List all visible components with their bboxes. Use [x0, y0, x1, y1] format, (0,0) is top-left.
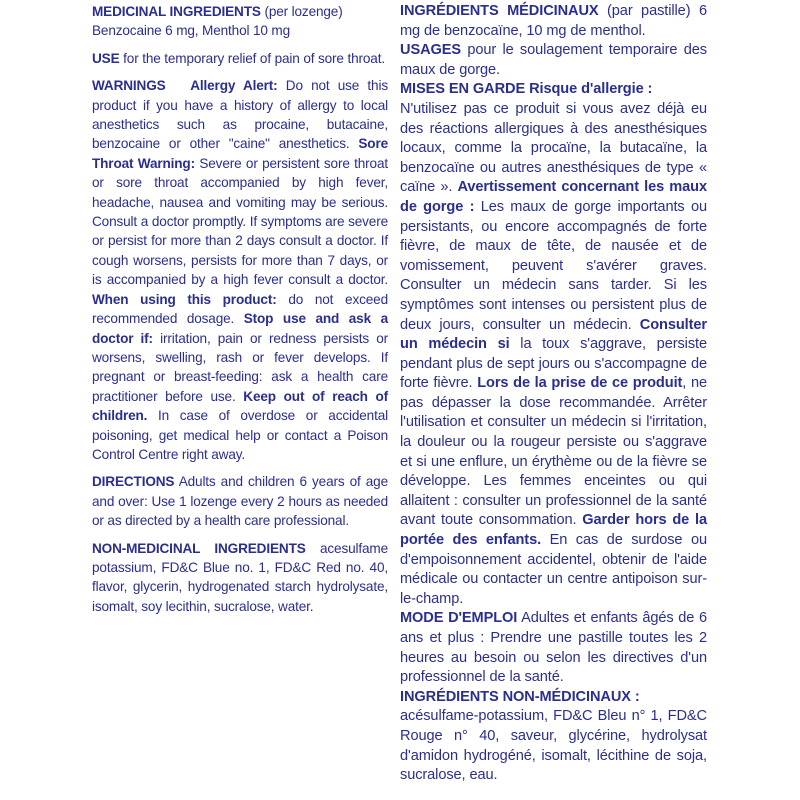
- en-non-medicinal-heading: NON-MEDICINAL INGREDIENTS: [92, 540, 306, 556]
- fr-allergy-text: N'utilisez pas ce produit si vous avez déjà eu des réactions allergiques à des anesthésiques locaux, comme la procaïne, la butacaïne, la benzocaïne ou autres anesthésiques de type « caïne ».: [400, 100, 707, 196]
- fr-use: [400, 41, 707, 80]
- en-medicinal-text: Benzocaine 6 mg, Menthol 10 mg: [92, 23, 291, 39]
- fr-non-medicinal-heading: INGRÉDIENTS NON-MÉDICINAUX :: [400, 688, 640, 705]
- fr-keep-out-text: En cas de surdose ou d'empoisonnement accidentel, obtenir de l'aide médicale ou contacter un centre antipoison sur-le-champ.: [400, 532, 707, 607]
- en-keep-out-text: In case of overdose or accidental poisoning, get medical help or contact a Poison Control Centre right away.: [92, 408, 388, 462]
- fr-directions: [400, 609, 707, 687]
- en-use: [92, 49, 388, 68]
- en-allergy-text: Do not use this product if you have a history of allergy to local anesthetics such as procaine, butacaine, benzocaine or other "caine" anesthetics.: [92, 78, 388, 152]
- en-medicinal-heading: MEDICINAL INGREDIENTS: [92, 4, 261, 19]
- fr-consult-text: la toux s'aggrave, persiste pendant plus de sept jours ou s'accompagne de forte fièvre.: [400, 336, 707, 392]
- en-stop-use-heading: Stop use and ask a doctor if:: [92, 311, 388, 346]
- en-sore-throat-heading: Sore Throat Warning:: [92, 136, 388, 171]
- fr-medicinal-heading: INGRÉDIENTS MÉDICINAUX: [400, 3, 599, 19]
- en-stop-use-text: irritation, pain or redness persists or worsens, swelling, rash or fever develops. If pregnant or breast-feeding: ask a health care practitioner before use.: [92, 330, 388, 404]
- fr-non-medicinal-text: acésulfame-potassium, FD&C Bleu n° 1, FD&C Rouge n° 40, saveur, glycérine, hydrolysat d'amidon hydrogéné, isomalt, lécithine de soja, sucralose, eau.: [400, 708, 707, 784]
- en-warnings-heading: WARNINGS: [92, 78, 166, 94]
- fr-when-using-heading: Lors de la prise de ce produit: [477, 375, 683, 392]
- fr-directions-text: Adultes et enfants âgés de 6 ans et plus : Prendre une pastille toutes les 2 heures au besoin ou selon les directives d'un professionnel de la santé.: [400, 610, 707, 686]
- en-keep-out-heading: Keep out of reach of children.: [92, 388, 389, 424]
- fr-warnings-heading: MISES EN GARDE: [400, 81, 526, 98]
- fr-when-using-text: , ne pas dépasser la dose recommandée. Arrêter l'utilisation et consulter un médecin si l'irritation, la douleur ou la rougeur persiste ou s'aggrave et si une enflure, un érythème ou de la fièvre se développe. Les femmes enceintes ou qui allaitent : consulter un professionnel de la santé avant toute consommation.: [400, 375, 707, 529]
- en-directions-heading: DIRECTIONS: [92, 474, 175, 490]
- fr-sore-throat-heading: Avertissement concernant les maux de gorge :: [400, 179, 707, 215]
- en-non-medicinal: [92, 539, 388, 617]
- en-medicinal-ingredients: [92, 2, 388, 41]
- fr-allergy-heading: Risque d'allergie :: [529, 81, 653, 98]
- en-medicinal-qualifier: (per lozenge): [264, 4, 343, 19]
- fr-warnings: [400, 80, 707, 609]
- fr-keep-out-heading: Garder hors de la portée des enfants.: [400, 512, 707, 549]
- fr-consult-heading: Consulter un médecin si: [400, 316, 707, 353]
- en-directions-text: Adults and children 6 years of age and over: Use 1 lozenge every 2 hours as needed or as directed by a health care professional.: [92, 474, 388, 529]
- en-directions: [92, 472, 388, 530]
- en-use-text: for the temporary relief of pain of sore throat.: [123, 50, 385, 66]
- fr-medicinal-qualifier: (par pastille): [607, 3, 691, 19]
- fr-use-text: pour le soulagement temporaire des maux de gorge.: [400, 42, 707, 78]
- fr-use-heading: USAGES: [400, 42, 462, 59]
- fr-sore-throat-text: Les maux de gorge importants ou persistants, ou encore accompagnés de forte fièvre, de maux de tête, de nausée et de vomissement, peuvent s'avérer graves. Consulter un médecin sans tarder. Si les symptômes sont intenses ou persistent plus de deux jours, consulter un médecin.: [400, 198, 707, 333]
- fr-directions-heading: MODE D'EMPLOI: [400, 610, 518, 627]
- en-non-medicinal-text: acesulfame potassium, FD&C Blue no. 1, FD&C Red no. 40, flavor, glycerin, hydrogenated starch hydrolysate, isomalt, soy lecithin, sucralose, water.: [92, 540, 388, 614]
- fr-medicinal-ingredients: [400, 2, 707, 41]
- en-warnings: [92, 76, 388, 464]
- en-when-using-heading: When using this product:: [92, 291, 277, 307]
- fr-medicinal-text: 6 mg de benzocaïne, 10 mg de menthol.: [400, 3, 707, 39]
- en-sore-throat-text: Severe or persistent sore throat or sore throat accompanied by high fever, headache, nausea and vomiting may be serious. Consult a doctor promptly. If symptoms are severe or persist for more than 2 days consult a doctor. If cough worsens, persists for more than 7 days, or is accompanied by a high fever consult a doctor.: [92, 155, 388, 288]
- en-allergy-heading: Allergy Alert:: [190, 78, 278, 94]
- french-column: [400, 2, 707, 786]
- fr-non-medicinal: [400, 688, 707, 786]
- en-use-heading: USE: [92, 50, 120, 66]
- en-when-using-text: do not exceed recommended dosage.: [92, 291, 388, 327]
- english-column: [92, 2, 388, 616]
